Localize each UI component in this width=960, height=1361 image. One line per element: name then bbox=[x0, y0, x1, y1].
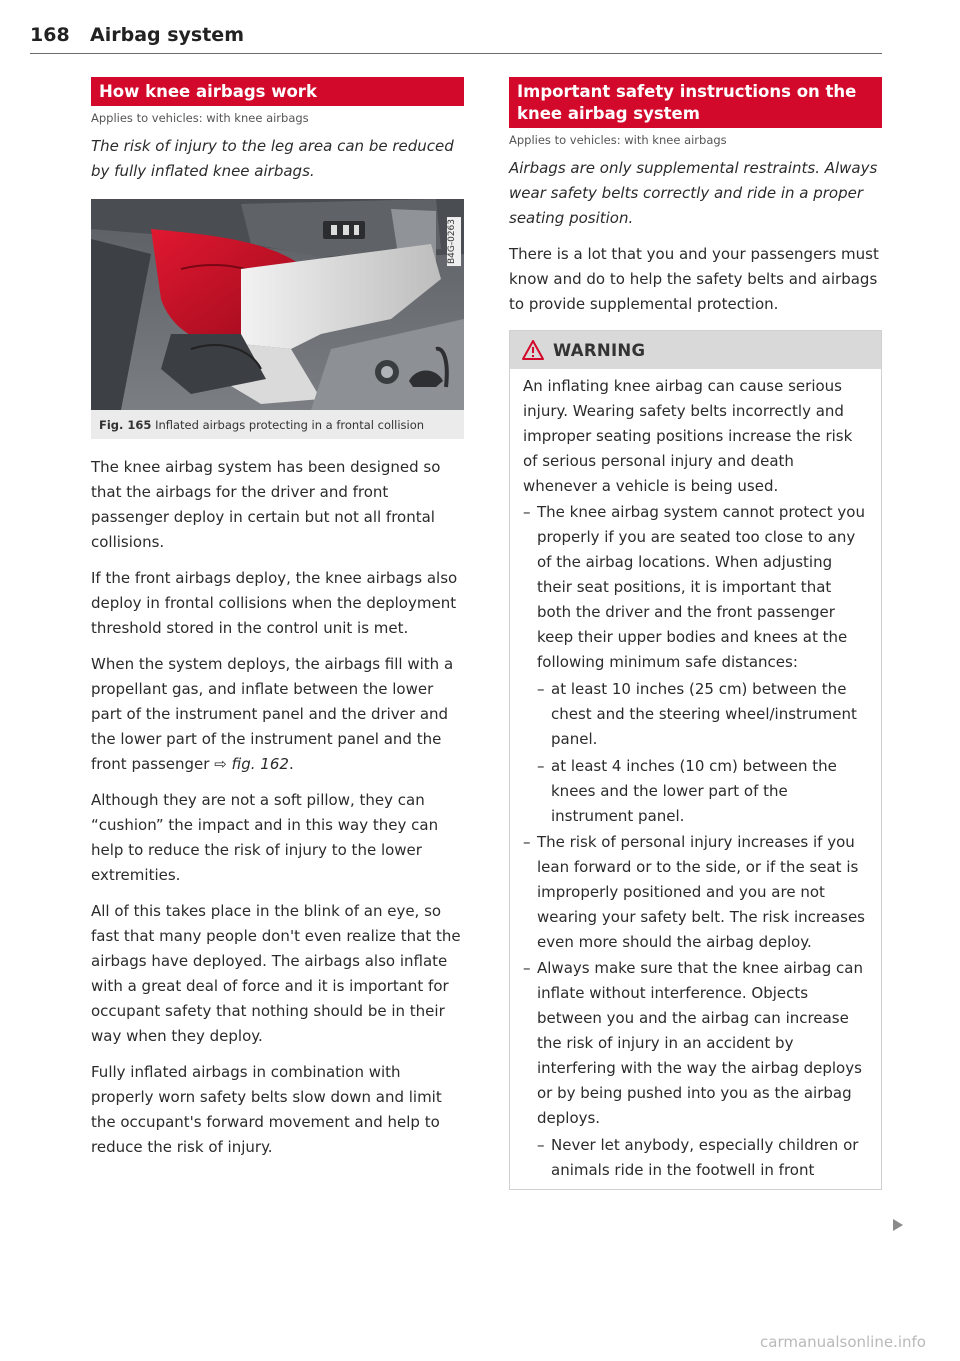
section-title-knee-airbags-work: How knee airbags work bbox=[91, 77, 464, 106]
warning-item-1-text: The knee airbag system cannot protect you properly if you are seated too close to any of the airbag locations. When adjusting their seat positions, it is important that both the driver and the front passenger keep their upper bodies and knees at the following minimum safe distances: bbox=[537, 503, 865, 671]
warning-triangle-icon bbox=[522, 340, 544, 360]
figure-label: Fig. 165 bbox=[99, 418, 152, 432]
warning-title: WARNING bbox=[553, 341, 646, 360]
warning-header bbox=[510, 331, 881, 369]
paragraph-3-text: When the system deploys, the airbags fill with a propellant gas, and inflate between the lower part of the instrument panel and the driver and the lower part of the instrument panel and the front passenger bbox=[91, 655, 454, 773]
paragraph-3-end: . bbox=[288, 755, 294, 773]
lead-text: Airbags are only supplemental restraints. Always wear safety belts correctly and ride in a proper seating position. bbox=[509, 159, 878, 227]
warning-subitem-1: – at least 10 inches (25 cm) between the chest and the steering wheel/instrument panel. bbox=[537, 680, 857, 748]
continue-arrow-icon bbox=[892, 1218, 904, 1232]
lead-text: The risk of injury to the leg area can be reduced by fully inflated knee airbags. bbox=[91, 137, 454, 180]
warning-body bbox=[510, 369, 881, 1189]
figure-code: B4G-0263 bbox=[447, 217, 461, 266]
warning-item-3: – Always make sure that the knee airbag can inflate without interference. Objects between you and the airbag can increase the risk of injury in an accident by interfering with the way the airbag deploys or by being pushed into you as the airbag deploys. bbox=[523, 959, 863, 1127]
paragraph-5: All of this takes place in the blink of an eye, so fast that many people don't even realize that the airbags have deployed. The airbags also inflate with a great deal of force and it is important for occupant safety that nothing should be in their way when they deploy. bbox=[91, 902, 461, 1045]
figure-caption bbox=[91, 410, 464, 439]
paragraph-intro: There is a lot that you and your passengers must know and do to help the safety belts and airbags to provide supplemental protection. bbox=[509, 245, 879, 313]
warning-subitem-1-text: at least 10 inches (25 cm) between the chest and the steering wheel/instrument panel. bbox=[551, 680, 857, 748]
paragraph-6: Fully inflated airbags in combination with properly worn safety belts slow down and limit the occupant's forward movement and help to reduce the risk of injury. bbox=[91, 1063, 442, 1156]
warning-subitem-2-text: at least 4 inches (10 cm) between the knees and the lower part of the instrument panel. bbox=[551, 757, 837, 825]
figure-165 bbox=[91, 199, 464, 439]
warning-box bbox=[509, 330, 882, 1190]
applies-to-note: Applies to vehicles: with knee airbags bbox=[509, 133, 727, 147]
warning-item-1: – The knee airbag system cannot protect you properly if you are seated too close to any of the airbag locations. When adjusting their seat positions, it is important that both the driver and the front passenger keep their upper bodies and knees at the following minimum safe distances: bbox=[523, 503, 865, 671]
warning-subitem-3: – Never let anybody, especially children or animals ride in the footwell in front bbox=[537, 1136, 859, 1179]
page-header bbox=[30, 22, 882, 54]
knee-airbag-drawing bbox=[91, 199, 464, 410]
applies-to-note: Applies to vehicles: with knee airbags bbox=[91, 111, 309, 125]
warning-item-3-text: Always make sure that the knee airbag can inflate without interference. Objects between you and the airbag can increase the risk of injury in an accident by interfering with the way the airbag deploys or by being pushed into you as the airbag deploys. bbox=[537, 959, 863, 1127]
figure-reference-link[interactable]: ⇨ fig. 162 bbox=[214, 755, 289, 773]
paragraph-4: Although they are not a soft pillow, they can “cushion” the impact and in this way they can help to reduce the risk of injury to the lower extremities. bbox=[91, 791, 439, 884]
warning-item-2: – The risk of personal injury increases if you lean forward or to the side, or if the seat is improperly positioned and you are not wearing your safety belt. The risk increases even more should the airbag deploy. bbox=[523, 833, 866, 951]
chapter-title: Airbag system bbox=[90, 24, 244, 46]
page-number: 168 bbox=[30, 24, 70, 46]
warning-subitem-3-text: Never let anybody, especially children or animals ride in the footwell in front bbox=[551, 1136, 859, 1179]
warning-item-2-text: The risk of personal injury increases if you lean forward or to the side, or if the seat is improperly positioned and you are not wearing your safety belt. The risk increases even more should the airbag deploy. bbox=[537, 833, 866, 951]
right-column bbox=[509, 77, 882, 1190]
section-title-safety-instructions: Important safety instructions on the knee airbag system bbox=[509, 77, 882, 128]
paragraph-1: The knee airbag system has been designed so that the airbags for the driver and front passenger deploy in certain but not all frontal collisions. bbox=[91, 458, 441, 551]
paragraph-3 bbox=[91, 652, 464, 777]
left-column bbox=[91, 77, 464, 1160]
warning-subitem-2: – at least 4 inches (10 cm) between the knees and the lower part of the instrument panel. bbox=[537, 757, 837, 825]
watermark: carmanualsonline.info bbox=[760, 1333, 926, 1351]
warning-intro: An inflating knee airbag can cause serious injury. Wearing safety belts incorrectly and improper seating positions increase the risk of serious personal injury and death whenever a vehicle is being used. bbox=[523, 377, 853, 495]
knee-airbag-illustration bbox=[91, 199, 464, 410]
figure-caption-text: Inflated airbags protecting in a frontal collision bbox=[155, 418, 425, 432]
paragraph-2: If the front airbags deploy, the knee airbags also deploy in frontal collisions when the deployment threshold stored in the control unit is met. bbox=[91, 569, 458, 637]
